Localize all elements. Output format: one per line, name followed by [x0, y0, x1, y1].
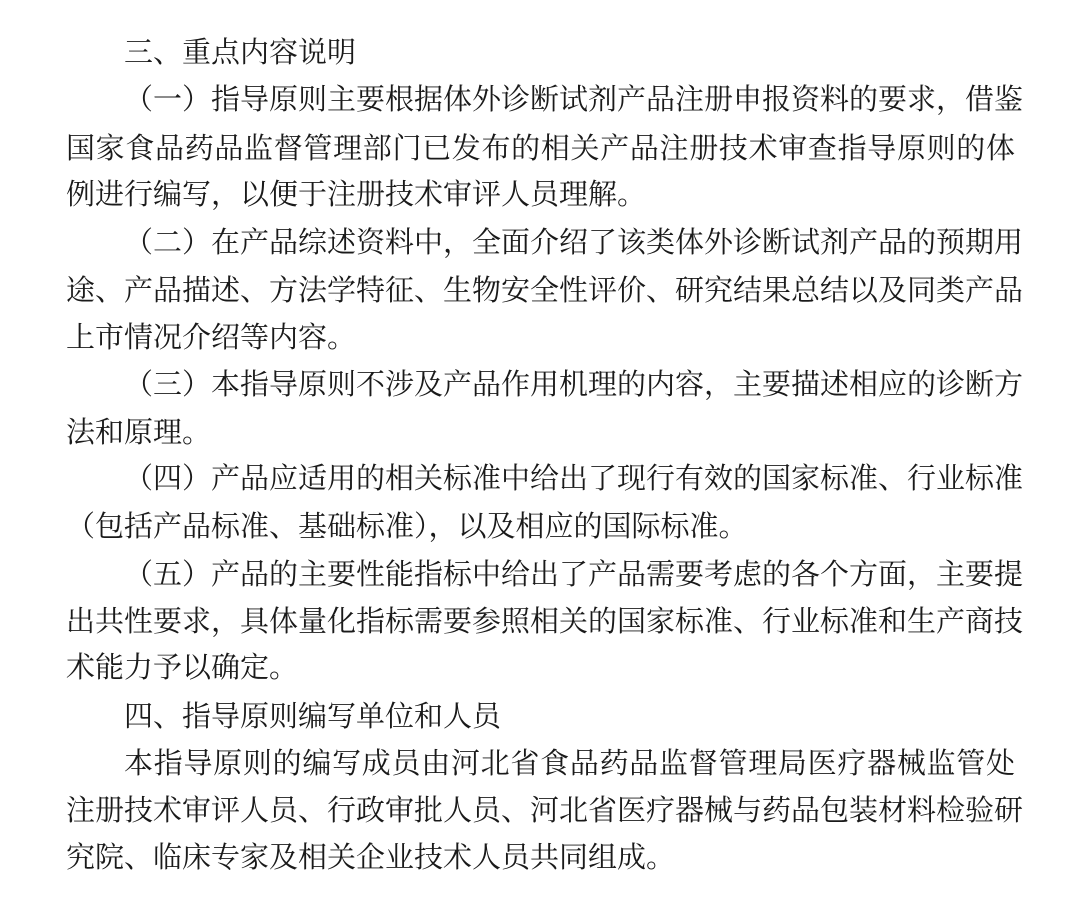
- text-line: （一）指导原则主要根据体外诊断试剂产品注册申报资料的要求，借鉴: [124, 82, 1024, 116]
- text-line: 注册技术审评人员、行政审批人员、河北省医疗器械与药品包装材料检验研: [66, 793, 1024, 827]
- section-heading-4: [124, 692, 1080, 740]
- paragraph-1-line-2: [66, 124, 1015, 172]
- paragraph-5-line-1: [124, 550, 1024, 598]
- text-line: （二）在产品综述资料中，全面介绍了该类体外诊断试剂产品的预期用: [124, 225, 1024, 259]
- paragraph-4-line-2: [66, 502, 1080, 550]
- paragraph-6-line-2: [66, 786, 1024, 834]
- paragraph-1-line-3: [66, 170, 1080, 218]
- text-line: （包括产品标准、基础标准），以及相应的国际标准。: [66, 509, 748, 543]
- paragraph-3-line-2: [66, 408, 1080, 456]
- text-line: 例进行编写，以便于注册技术审评人员理解。: [66, 177, 647, 211]
- text-line: （四）产品应适用的相关标准中给出了现行有效的国家标准、行业标准: [124, 461, 1024, 495]
- text-line: 出共性要求，具体量化指标需要参照相关的国家标准、行业标准和生产商技: [66, 604, 1024, 638]
- text-line: 上市情况介绍等内容。: [66, 320, 357, 354]
- text-line: 术能力予以确定。: [66, 650, 299, 684]
- text-line: 四、指导原则编写单位和人员: [124, 699, 502, 733]
- paragraph-2-line-3: [66, 313, 1080, 361]
- paragraph-2-line-2: [66, 266, 1024, 314]
- text-line: 本指导原则的编写成员由河北省食品药品监督管理局医疗器械监管处: [124, 746, 1015, 780]
- text-line: 法和原理。: [66, 415, 212, 449]
- paragraph-4-line-1: [124, 454, 1024, 502]
- paragraph-6-line-1: [124, 739, 1015, 787]
- text-line: （三）本指导原则不涉及产品作用机理的内容，主要描述相应的诊断方: [124, 367, 1024, 401]
- paragraph-5-line-3: [66, 643, 1080, 691]
- paragraph-5-line-2: [66, 597, 1024, 645]
- section-heading-3: [124, 28, 1080, 76]
- paragraph-1-line-1: [124, 75, 1024, 123]
- text-line: 究院、临床专家及相关企业技术人员共同组成。: [66, 840, 676, 874]
- paragraph-6-line-3: [66, 833, 1080, 881]
- text-line: 途、产品描述、方法学特征、生物安全性评价、研究结果总结以及同类产品: [66, 273, 1024, 307]
- text-line: 国家食品药品监督管理部门已发布的相关产品注册技术审查指导原则的体: [66, 131, 1015, 165]
- text-line: 三、重点内容说明: [124, 35, 357, 69]
- text-line: （五）产品的主要性能指标中给出了产品需要考虑的各个方面，主要提: [124, 557, 1024, 591]
- paragraph-2-line-1: [124, 218, 1024, 266]
- paragraph-3-line-1: [124, 360, 1024, 408]
